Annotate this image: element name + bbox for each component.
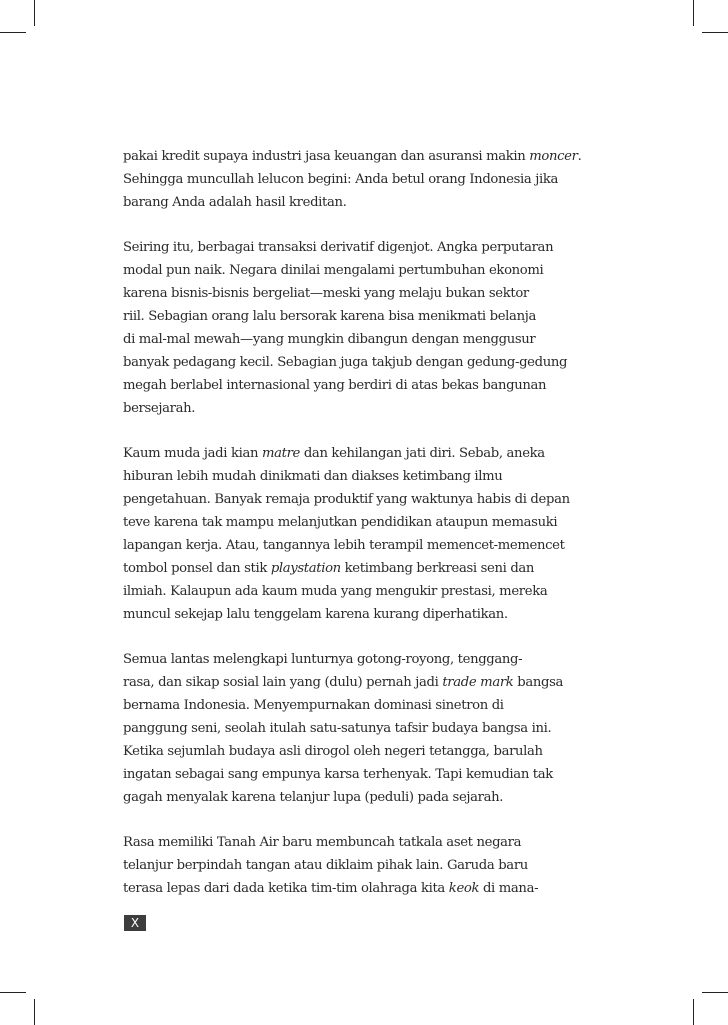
paragraph bbox=[123, 831, 593, 900]
text-line: pakai kredit supaya industri jasa keuangan dan asuransi makin moncer. bbox=[123, 149, 582, 164]
crop-mark-bottom-left-v bbox=[34, 999, 35, 1025]
crop-mark-top-right-v bbox=[693, 0, 694, 26]
text-line: ilmiah. Kalaupun ada kaum muda yang mengukir prestasi, mereka bbox=[123, 584, 548, 599]
text-line: Semua lantas melengkapi lunturnya gotong-royong, tenggang- bbox=[123, 652, 523, 667]
text-line: barang Anda adalah hasil kreditan. bbox=[123, 195, 347, 210]
text-line: telanjur berpindah tangan atau diklaim pihak lain. Garuda baru bbox=[123, 858, 528, 873]
text-line: bersejarah. bbox=[123, 401, 196, 416]
text-line: terasa lepas dari dada ketika tim-tim olahraga kita keok di mana- bbox=[123, 881, 539, 896]
text-line: Rasa memiliki Tanah Air baru membuncah tatkala aset negara bbox=[123, 835, 522, 850]
paragraph bbox=[123, 648, 593, 809]
crop-mark-bottom-right-v bbox=[693, 999, 694, 1025]
text-line: ingatan sebagai sang empunya karsa terhenyak. Tapi kemudian tak bbox=[123, 767, 553, 782]
text-line: riil. Sebagian orang lalu bersorak karena bisa menikmati belanja bbox=[123, 309, 536, 324]
page-body bbox=[123, 145, 593, 922]
text-line: Seiring itu, berbagai transaksi derivatif digenjot. Angka perputaran bbox=[123, 240, 554, 255]
text-line: Ketika sejumlah budaya asli dirogol oleh negeri tetangga, barulah bbox=[123, 744, 543, 759]
crop-mark-top-left-h bbox=[0, 32, 26, 33]
text-line: Sehingga muncullah lelucon begini: Anda betul orang Indonesia jika bbox=[123, 172, 559, 187]
crop-mark-bottom-left-h bbox=[0, 992, 26, 993]
text-line: di mal-mal mewah—yang mungkin dibangun dengan menggusur bbox=[123, 332, 536, 347]
italic-term: moncer bbox=[529, 149, 578, 164]
text-line: teve karena tak mampu melanjutkan pendidikan ataupun memasuki bbox=[123, 515, 558, 530]
crop-mark-top-left-v bbox=[34, 0, 35, 26]
crop-mark-bottom-right-h bbox=[702, 992, 728, 993]
italic-term: matre bbox=[261, 446, 300, 461]
italic-term: trade mark bbox=[442, 675, 514, 690]
text-line: megah berlabel internasional yang berdiri di atas bekas bangunan bbox=[123, 378, 547, 393]
text-line: banyak pedagang kecil. Sebagian juga takjub dengan gedung-gedung bbox=[123, 355, 568, 370]
page-number: X bbox=[124, 915, 146, 931]
italic-term: playstation bbox=[270, 561, 341, 576]
text-line: Kaum muda jadi kian matre dan kehilangan jati diri. Sebab, aneka bbox=[123, 446, 545, 461]
paragraph bbox=[123, 442, 593, 626]
text-line: lapangan kerja. Atau, tangannya lebih terampil memencet-memencet bbox=[123, 538, 565, 553]
italic-term: keok bbox=[448, 881, 480, 896]
text-line: gagah menyalak karena telanjur lupa (peduli) pada sejarah. bbox=[123, 790, 504, 805]
text-line: pengetahuan. Banyak remaja produktif yang waktunya habis di depan bbox=[123, 492, 570, 507]
text-line: hiburan lebih mudah dinikmati dan diakses ketimbang ilmu bbox=[123, 469, 503, 484]
crop-mark-top-right-h bbox=[702, 32, 728, 33]
text-line: tombol ponsel dan stik playstation ketimbang berkreasi seni dan bbox=[123, 561, 535, 576]
text-line: karena bisnis-bisnis bergeliat—meski yang melaju bukan sektor bbox=[123, 286, 529, 301]
paragraph bbox=[123, 145, 593, 214]
text-line: modal pun naik. Negara dinilai mengalami pertumbuhan ekonomi bbox=[123, 263, 544, 278]
paragraph bbox=[123, 236, 593, 420]
text-line: rasa, dan sikap sosial lain yang (dulu) pernah jadi trade mark bangsa bbox=[123, 675, 564, 690]
text-line: panggung seni, seolah itulah satu-satunya tafsir budaya bangsa ini. bbox=[123, 721, 552, 736]
text-line: bernama Indonesia. Menyempurnakan dominasi sinetron di bbox=[123, 698, 504, 713]
text-line: muncul sekejap lalu tenggelam karena kurang diperhatikan. bbox=[123, 607, 508, 622]
